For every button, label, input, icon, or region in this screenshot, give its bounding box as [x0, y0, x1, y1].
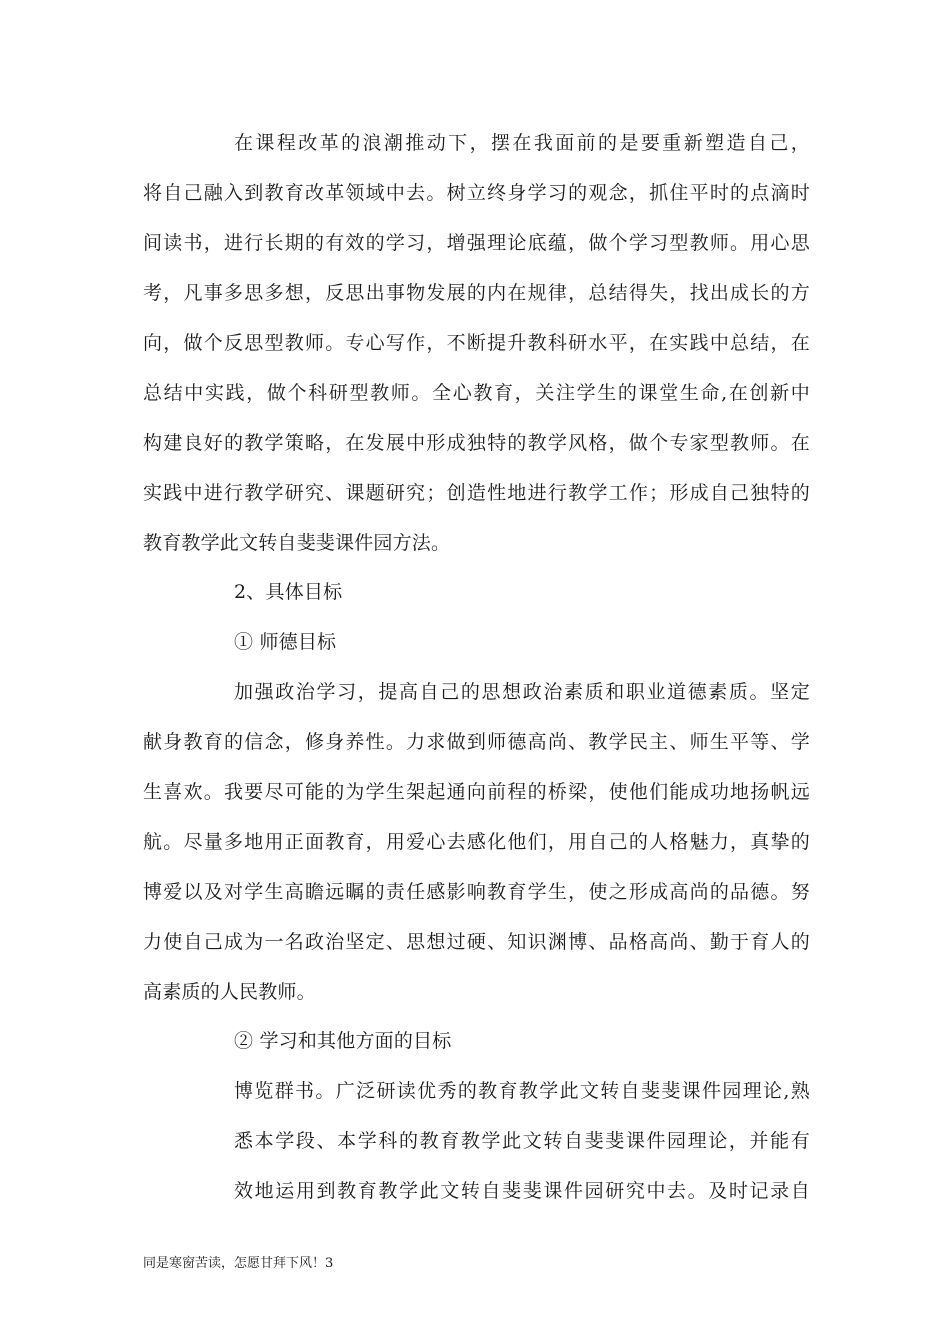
- page-footer: 同是寒窗苦读，怎愿甘拜下风！3: [143, 1256, 334, 1271]
- paragraph-line: 效地运用到教育教学此文转自斐斐课件园研究中去。及时记录自: [234, 1180, 810, 1202]
- subsection-heading: ② 学习和其他方面的目标: [234, 1030, 452, 1052]
- paragraph-line: 间读书，进行长期的有效的学习，增强理论底蕴，做个学习型教师。用心思: [143, 232, 810, 254]
- paragraph-line: 悉本学段、本学科的教育教学此文转自斐斐课件园理论，并能有: [234, 1130, 810, 1152]
- paragraph-line: 博爱以及对学生高瞻远瞩的责任感影响教育学生，使之形成高尚的品德。努: [143, 881, 810, 903]
- section-heading: 2、具体目标: [234, 581, 343, 603]
- paragraph-line: 总结中实践，做个科研型教师。全心教育，关注学生的课堂生命,在创新中: [143, 382, 810, 404]
- paragraph-line: 献身教育的信念，修身养性。力求做到师德高尚、教学民主、师生平等、学: [143, 731, 810, 753]
- subsection-heading: ① 师德目标: [234, 631, 337, 653]
- paragraph-line: 实践中进行教学研究、课题研究；创造性地进行教学工作；形成自己独特的: [143, 482, 810, 504]
- paragraph-line: 考，凡事多思多想，反思出事物发展的内在规律，总结得失，找出成长的方: [143, 282, 810, 304]
- paragraph-line: 构建良好的教学策略，在发展中形成独特的教学风格，做个专家型教师。在: [143, 432, 810, 454]
- paragraph-line: 在课程改革的浪潮推动下，摆在我面前的是要重新塑造自己，: [234, 132, 810, 154]
- paragraph-line: 教育教学此文转自斐斐课件园方法。: [143, 532, 451, 554]
- paragraph-line: 向，做个反思型教师。专心写作，不断提升教科研水平，在实践中总结，在: [143, 332, 810, 354]
- paragraph-line: 力使自己成为一名政治坚定、思想过硬、知识渊博、品格高尚、勤于育人的: [143, 931, 810, 953]
- paragraph-line: 生喜欢。我要尽可能的为学生架起通向前程的桥梁，使他们能成功地扬帆远: [143, 781, 810, 803]
- paragraph-line: 航。尽量多地用正面教育，用爱心去感化他们，用自己的人格魅力，真挚的: [143, 831, 810, 853]
- paragraph-line: 将自己融入到教育改革领域中去。树立终身学习的观念，抓住平时的点滴时: [143, 182, 810, 204]
- paragraph-line: 加强政治学习，提高自己的思想政治素质和职业道德素质。坚定: [234, 681, 810, 703]
- paragraph-line: 高素质的人民教师。: [143, 981, 316, 1003]
- paragraph-line: 博览群书。广泛研读优秀的教育教学此文转自斐斐课件园理论,熟: [234, 1080, 810, 1102]
